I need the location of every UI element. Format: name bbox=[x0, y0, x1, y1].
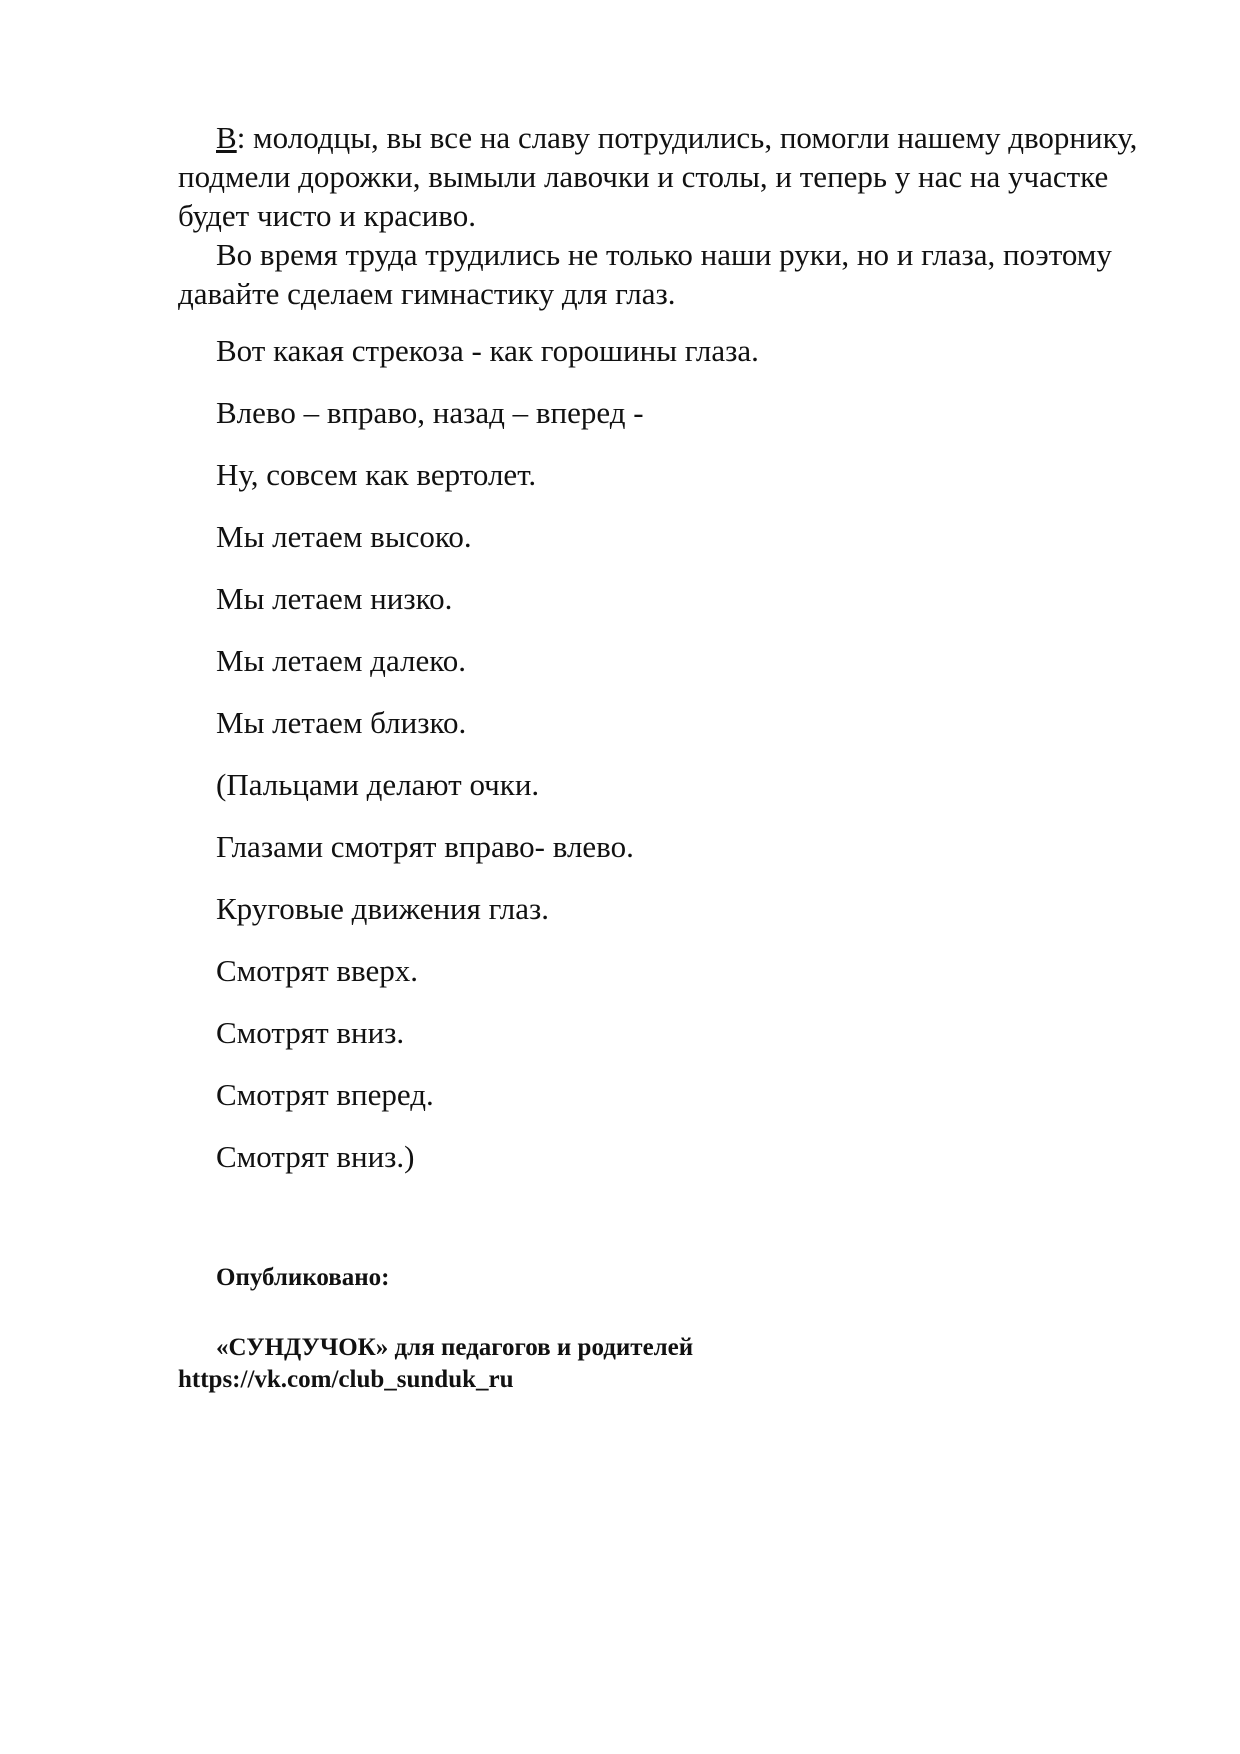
poem-line: Ну, совсем как вертолет. bbox=[216, 457, 537, 492]
poem-line: Глазами смотрят вправо- влево. bbox=[216, 829, 634, 864]
poem-line: (Пальцами делают очки. bbox=[216, 767, 540, 802]
eye-gymnastics-poem bbox=[216, 331, 1116, 1199]
intro-paragraph-1 bbox=[178, 118, 1138, 235]
published-label: Опубликовано: bbox=[216, 1264, 390, 1291]
poem-line: Смотрят вниз.) bbox=[216, 1139, 415, 1174]
poem-line: Мы летаем близко. bbox=[216, 705, 467, 740]
poem-line: Влево – вправо, назад – вперед - bbox=[216, 395, 644, 430]
speaker-label: В bbox=[216, 120, 237, 155]
poem-line: Мы летаем высоко. bbox=[216, 519, 472, 554]
poem-line: Мы летаем низко. bbox=[216, 581, 453, 616]
poem-line: Вот какая стрекоза - как горошины глаза. bbox=[216, 333, 759, 368]
publication-footer bbox=[178, 1262, 1078, 1396]
source-name: «СУНДУЧОК» для педагогов и родителей bbox=[216, 1334, 694, 1361]
poem-line: Смотрят вверх. bbox=[216, 953, 418, 988]
intro-paragraph-1-text: : молодцы, вы все на славу потрудились, помогли нашему дворнику, подмели дорожки, вымыли лавочки и столы, и теперь у нас на участке будет чисто и красиво. bbox=[178, 120, 1138, 233]
source-url: https://vk.com/club_sunduk_ru bbox=[178, 1366, 514, 1393]
poem-line: Мы летаем далеко. bbox=[216, 643, 466, 678]
intro-section bbox=[178, 118, 1138, 313]
poem-line: Круговые движения глаз. bbox=[216, 891, 550, 926]
poem-line: Смотрят вниз. bbox=[216, 1015, 405, 1050]
poem-line: Смотрят вперед. bbox=[216, 1077, 434, 1112]
intro-paragraph-2: Во время труда трудились не только наши руки, но и глаза, поэтому давайте сделаем гимнастику для глаз. bbox=[178, 237, 1112, 311]
